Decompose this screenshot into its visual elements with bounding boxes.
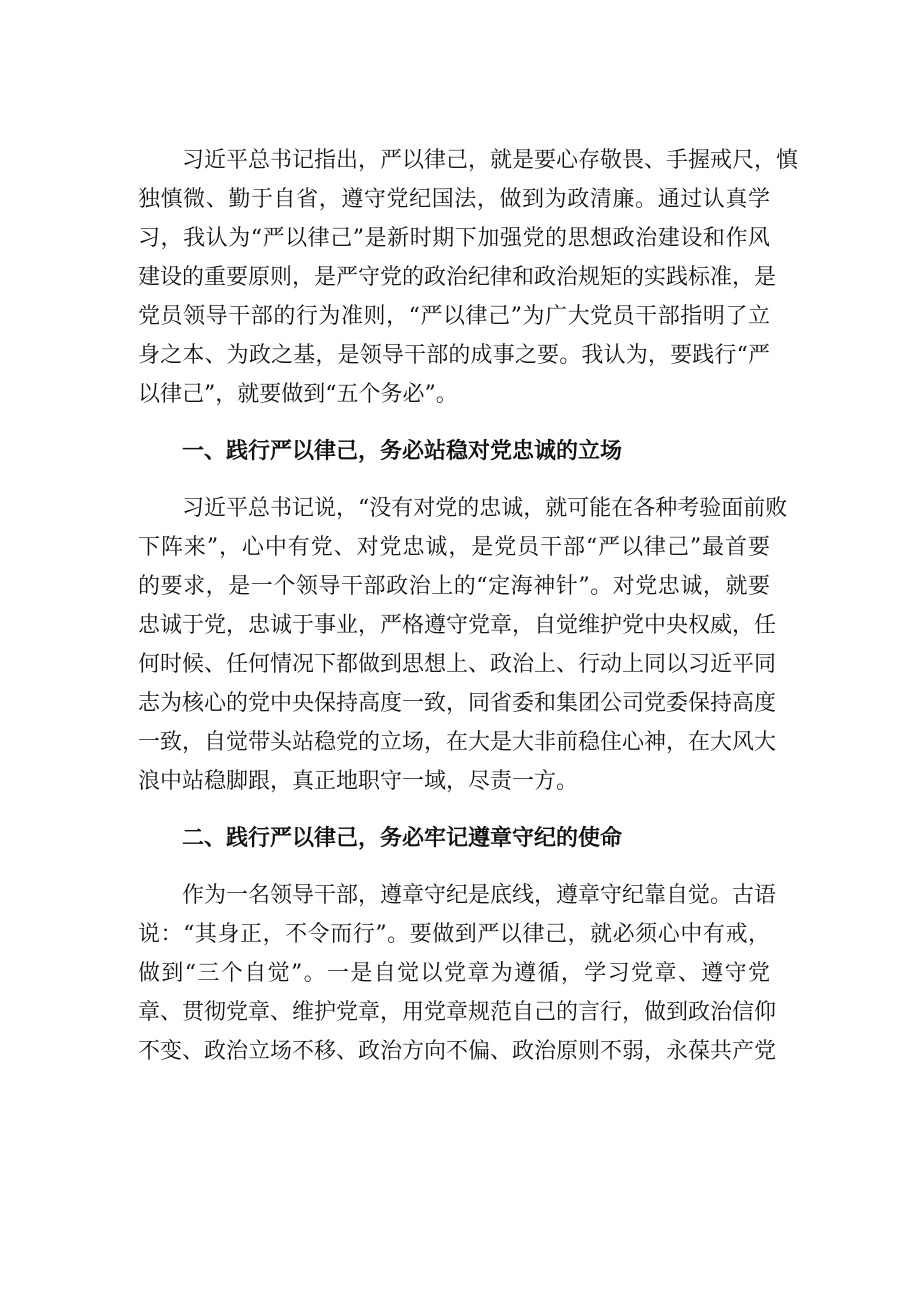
paragraph-gap [138,414,770,432]
document-body [138,141,799,1071]
text-line: 何时候、任何情况下都做到思想上、政治上、行动上同以习近平同 [138,652,777,677]
paragraph-gap [138,858,770,876]
text-line: 浪中站稳脚跟，真正地职守一域，尽责一方。 [138,769,579,794]
text-line: 建设的重要原则，是严守党的政治纪律和政治规矩的实践标准，是 [138,265,777,290]
text-line: 独慎微、勤于自省，遵守党纪国法，做到为政清廉。通过认真学 [138,187,770,212]
text-line: 做到“三个自觉”。一是自觉以党章为遵循，学习党章、遵守党 [138,961,770,986]
text-line: 一致，自觉带头站稳党的立场，在大是大非前稳住心神，在大风大 [138,730,777,755]
text-line: 党员领导干部的行为准则，“严以律己”为广大党员干部指明了立 [138,304,770,329]
text-line: 章、贯彻党章、维护党章，用党章规范自己的言行，做到政治信仰 [138,1000,777,1025]
text-line: 习，我认为“严以律己”是新时期下加强党的思想政治建设和作风 [138,226,770,251]
paragraph-gap [138,801,770,819]
text-line: 以律己”，就要做到“五个务必”。 [138,382,458,407]
text-line: 作为一名领导干部，遵章守纪是底线，遵章守纪靠自觉。古语 [182,883,777,908]
text-line: 的要求，是一个领导干部政治上的“定海神针”。对党忠诚，就要 [138,574,770,599]
text-line: 忠诚于党，忠诚于事业，严格遵守党章，自觉维护党中央权威，任 [138,613,777,638]
text-line: 志为核心的党中央保持高度一致，同省委和集团公司党委保持高度 [138,691,777,716]
text-line: 不变、政治立场不移、政治方向不偏、政治原则不弱，永葆共产党 [138,1039,777,1064]
paragraph-intro [138,141,799,414]
section-heading-1: 一、践行严以律己，务必站稳对党忠诚的立场 [182,438,623,464]
text-line: 身之本、为政之基，是领导干部的成事之要。我认为，要践行“严 [138,343,770,368]
text-line: 习近平总书记说，“没有对党的忠诚，就可能在各种考验面前败 [182,496,788,521]
text-line: 习近平总书记指出，严以律己，就是要心存敬畏、手握戒尺，慎 [182,148,799,173]
paragraph-loyalty [138,489,788,801]
paragraph-gap [138,471,770,489]
text-line: 说：“其身正，不令而行”。要做到严以律己，就必须心中有戒， [138,922,770,947]
paragraph-discipline [138,876,777,1071]
text-line: 下阵来”，心中有党、对党忠诚，是党员干部“严以律己”最首要 [138,535,770,560]
section-heading-2: 二、践行严以律己，务必牢记遵章守纪的使命 [182,825,623,851]
